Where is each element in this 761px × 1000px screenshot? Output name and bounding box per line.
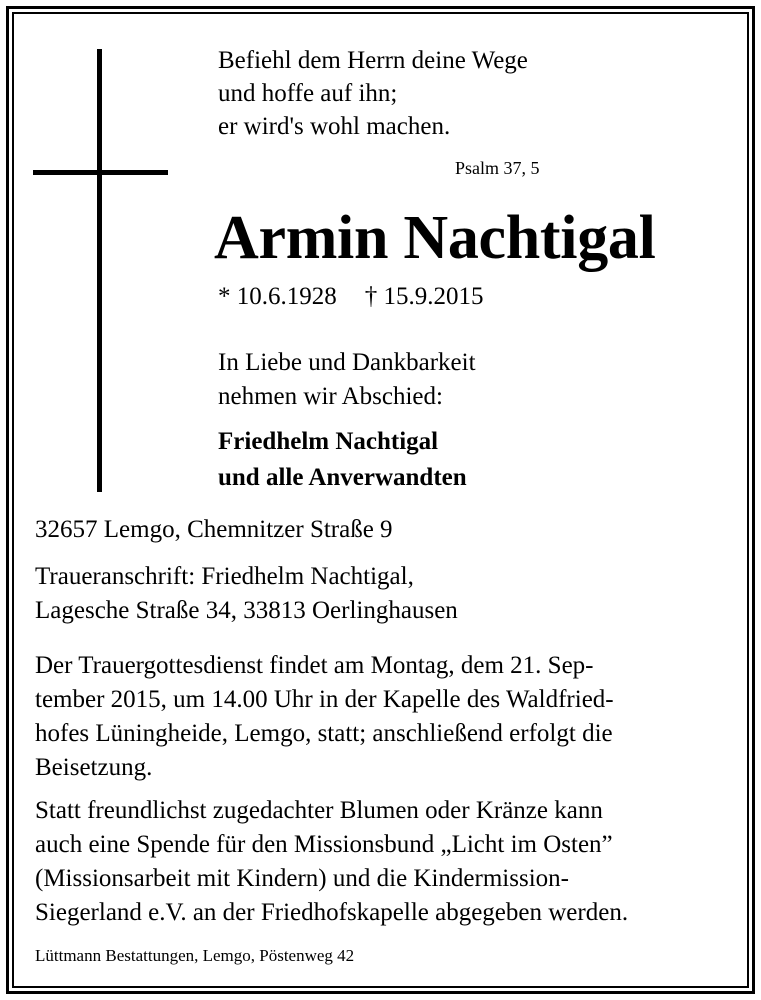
donation-line: Siegerland e.V. an der Friedhofskapelle abgegeben werden. [35,899,629,926]
service-line: Der Trauergottesdienst findet am Montag, dem 21. Sep- [35,652,594,679]
condolence-address [35,560,458,628]
donation-paragraph [35,794,628,930]
donation-line: auch eine Spende für den Missionsbund „Licht im Osten” [35,831,613,858]
mourning-line: In Liebe und Dankbarkeit [218,349,476,376]
cross-icon [97,49,102,492]
verse-reference: Psalm 37, 5 [455,158,540,178]
family-names [218,424,467,496]
family-line: und alle Anverwandten [218,464,467,491]
service-paragraph [35,649,614,785]
verse-line: er wird's wohl machen. [218,113,451,140]
birth-date: * 10.6.1928 [218,283,337,310]
death-date: † 15.9.2015 [364,283,484,310]
service-line: tember 2015, um 14.00 Uhr in der Kapelle des Waldfried- [35,686,614,713]
condolence-line: Traueranschrift: Friedhelm Nachtigal, [35,563,414,590]
donation-line: (Missionsarbeit mit Kindern) und die Kindermission- [35,865,569,892]
service-line: hofes Lüningheide, Lemgo, statt; anschließend erfolgt die [35,720,613,747]
donation-line: Statt freundlichst zugedachter Blumen oder Kränze kann [35,797,603,824]
cross-icon-bar [33,170,168,175]
deceased-name: Armin Nachtigal [214,204,656,272]
verse-line: Befiehl dem Herrn deine Wege [218,47,528,74]
bible-verse [218,44,528,143]
life-dates [218,281,484,313]
funeral-home: Lüttmann Bestattungen, Lemgo, Pöstenweg 42 [35,946,355,965]
mourning-text [218,346,476,414]
verse-line: und hoffe auf ihn; [218,80,398,107]
home-address: 32657 Lemgo, Chemnitzer Straße 9 [35,516,393,543]
condolence-line: Lagesche Straße 34, 33813 Oerlinghausen [35,597,458,624]
service-line: Beisetzung. [35,754,153,781]
mourning-line: nehmen wir Abschied: [218,383,443,410]
family-line: Friedhelm Nachtigal [218,428,439,455]
